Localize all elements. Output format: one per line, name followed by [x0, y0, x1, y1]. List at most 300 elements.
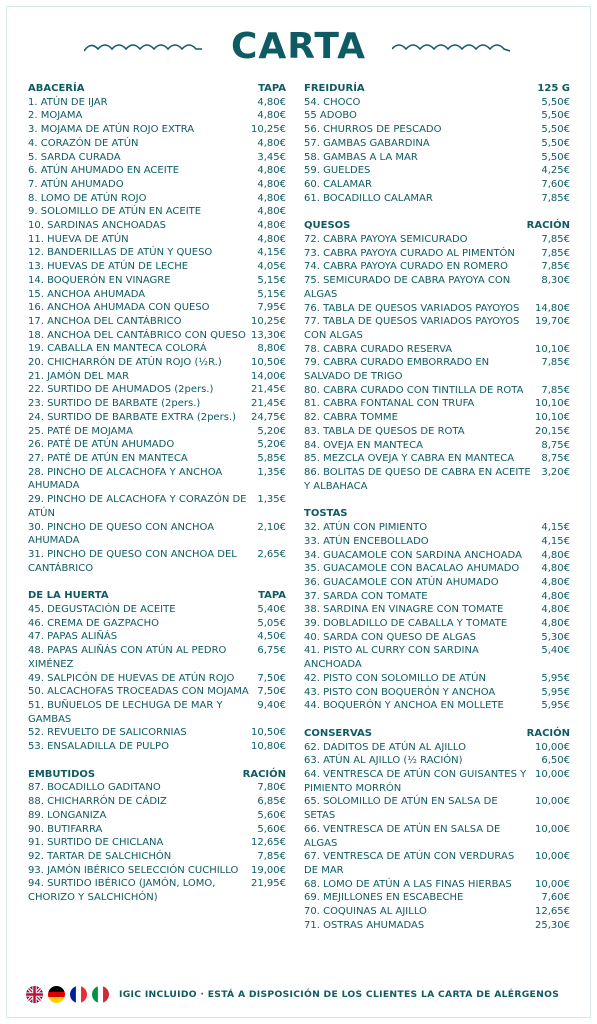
item-name: 87. BOCADILLO GADITANO [28, 782, 161, 794]
menu-item [304, 356, 570, 383]
menu-item [304, 302, 570, 316]
language-flags [26, 986, 109, 1003]
item-price: 4,80€ [257, 137, 286, 149]
menu-item [304, 823, 570, 850]
menu-header [0, 26, 597, 70]
item-name: 90. BUTIFARRA [28, 823, 103, 835]
item-name: 7. ATÚN AHUMADO [28, 178, 124, 190]
item-name: 49. SALPICÓN DE HUEVAS DE ATÚN ROJO [28, 672, 235, 684]
item-name: 15. ANCHOA AHUMADA [28, 288, 146, 300]
menu-item [304, 699, 570, 713]
item-name: 35. GUACAMOLE CON BACALAO AHUMADO [304, 563, 520, 575]
menu-item [28, 151, 286, 165]
germany-flag-icon[interactable] [48, 986, 65, 1003]
menu-item [28, 795, 286, 809]
item-price: 7,80€ [257, 782, 286, 794]
menu-item [304, 164, 570, 178]
item-name: 72. CABRA PAYOYA SEMICURADO [304, 234, 468, 246]
menu-item [304, 274, 570, 301]
item-name: 82. CABRA TOMME [304, 412, 398, 424]
item-name: 56. CHURROS DE PESCADO [304, 124, 442, 136]
item-price: 4,80€ [257, 165, 286, 177]
item-name: 9. SOLOMILLO DE ATÚN EN ACEITE [28, 206, 202, 218]
item-name: 20. CHICHARRÓN DE ATÚN ROJO (½R.) [28, 357, 222, 369]
item-price: 4,80€ [541, 549, 570, 561]
menu-item [304, 617, 570, 631]
item-price: 21,45€ [251, 398, 286, 410]
menu-item [28, 617, 286, 631]
page-title: CARTA [230, 26, 366, 67]
item-price: 10,10€ [535, 343, 570, 355]
menu-item [28, 699, 286, 726]
item-price: 6,75€ [257, 645, 286, 657]
menu-item [304, 411, 570, 425]
item-price: 10,25€ [251, 124, 286, 136]
section-header [28, 589, 286, 603]
section-unit: RACIÓN [526, 220, 570, 232]
menu-item [28, 109, 286, 123]
section-title: CONSERVAS [304, 727, 372, 739]
item-name: 32. ATÚN CON PIMIENTO [304, 522, 428, 534]
menu-item [28, 178, 286, 192]
menu-item [304, 850, 570, 877]
section-unit: TAPA [258, 590, 286, 602]
item-price: 5,40€ [257, 604, 286, 616]
menu-item [304, 151, 570, 165]
item-name: 3. MOJAMA DE ATÚN ROJO EXTRA [28, 124, 195, 136]
menu-item [28, 672, 286, 686]
france-flag-icon[interactable] [70, 986, 87, 1003]
item-name: 83. TABLA DE QUESOS DE ROTA [304, 425, 465, 437]
section-header [304, 82, 570, 96]
item-name: 37. SARDA CON TOMATE [304, 590, 428, 602]
menu-item [304, 384, 570, 398]
menu-item [28, 96, 286, 110]
item-name: 26. PATÉ DE ATÚN AHUMADO [28, 439, 175, 451]
item-name: 10. SARDINAS ANCHOADAS [28, 220, 166, 232]
item-price: 5,20€ [257, 439, 286, 451]
item-price: 1,35€ [257, 494, 286, 506]
menu-item [28, 301, 286, 315]
menu-section [28, 589, 286, 753]
item-price: 7,95€ [257, 302, 286, 314]
menu-item [28, 233, 286, 247]
menu-item [28, 809, 286, 823]
item-name: 74. CABRA PAYOYA CURADO EN ROMERO [304, 261, 509, 273]
item-name: 14. BOQUERÓN EN VINAGRE [28, 274, 171, 286]
menu-item [304, 425, 570, 439]
item-price: 4,15€ [541, 535, 570, 547]
item-name: 6. ATÚN AHUMADO EN ACEITE [28, 165, 180, 177]
item-price: 7,60€ [541, 892, 570, 904]
menu-item [304, 603, 570, 617]
item-price: 4,80€ [541, 576, 570, 588]
menu-item [28, 850, 286, 864]
section-header [304, 727, 570, 741]
menu-item [304, 96, 570, 110]
menu-item [304, 343, 570, 357]
item-price: 5,50€ [541, 96, 570, 108]
item-name: 52. REVUELTO DE SALICORNIAS [28, 727, 187, 739]
item-name: 51. BUÑUELOS DE LECHUGA DE MAR Y GAMBAS [28, 699, 223, 725]
item-price: 7,85€ [257, 850, 286, 862]
item-price: 8,30€ [541, 275, 570, 287]
menu-section [304, 727, 570, 933]
menu-item [304, 233, 570, 247]
item-name: 53. ENSALADILLA DE PULPO [28, 741, 169, 753]
menu-item [304, 192, 570, 206]
item-name: 8. LOMO DE ATÚN ROJO [28, 192, 147, 204]
item-name: 4. CORAZÓN DE ATÚN [28, 137, 139, 149]
item-name: 17. ANCHOA DEL CANTÁBRICO [28, 315, 182, 327]
item-name: 77. TABLA DE QUESOS VARIADOS PAYOYOS CON ALGAS [304, 316, 520, 341]
item-name: 58. GAMBAS A LA MAR [304, 151, 418, 163]
item-name: 89. LONGANIZA [28, 809, 107, 821]
item-price: 7,85€ [541, 247, 570, 259]
item-price: 12,65€ [535, 906, 570, 918]
item-name: 71. OSTRAS AHUMADAS [304, 919, 425, 931]
item-price: 25,30€ [535, 919, 570, 931]
section-header [28, 768, 286, 782]
section-header [304, 219, 570, 233]
section-title: EMBUTIDOS [28, 768, 96, 780]
item-name: 38. SARDINA EN VINAGRE CON TOMATE [304, 604, 504, 616]
item-price: 4,25€ [541, 165, 570, 177]
section-unit: TAPA [258, 83, 286, 94]
footer [26, 986, 571, 1002]
item-price: 8,75€ [541, 453, 570, 465]
item-price: 24,75€ [251, 411, 286, 423]
item-price: 5,30€ [541, 631, 570, 643]
wave-ornament-right-icon [392, 39, 510, 55]
menu-item [28, 630, 286, 644]
section-title: FREIDURÍA [304, 83, 365, 94]
item-price: 10,00€ [535, 823, 570, 835]
menu-item [304, 686, 570, 700]
item-price: 13,30€ [251, 329, 286, 341]
item-name: 57. GAMBAS GABARDINA [304, 137, 430, 149]
menu-item [304, 576, 570, 590]
item-name: 73. CABRA PAYOYA CURADO AL PIMENTÓN [304, 247, 515, 259]
menu-item [28, 370, 286, 384]
item-name: 11. HUEVA DE ATÚN [28, 233, 129, 245]
menu-item [28, 548, 286, 575]
section-header [304, 507, 570, 521]
item-price: 8,75€ [541, 439, 570, 451]
item-price: 7,85€ [541, 234, 570, 246]
menu-item [28, 288, 286, 302]
menu-item [304, 562, 570, 576]
menu-item [304, 590, 570, 604]
item-name: 24. SURTIDO DE BARBATE EXTRA (2pers.) [28, 411, 236, 423]
item-price: 5,40€ [541, 645, 570, 657]
item-name: 85. MEZCLA OVEJA Y CABRA EN MANTECA [304, 453, 515, 465]
item-name: 67. VENTRESCA DE ATÚN CON VERDURAS DE MAR [304, 851, 515, 876]
menu-item [304, 137, 570, 151]
item-name: 34. GUACAMOLE CON SARDINA ANCHOADA [304, 549, 522, 561]
menu-section [304, 82, 570, 205]
item-name: 40. SARDA CON QUESO DE ALGAS [304, 631, 476, 643]
item-price: 5,95€ [541, 700, 570, 712]
item-price: 5,95€ [541, 686, 570, 698]
item-price: 7,50€ [257, 672, 286, 684]
menu-section [304, 219, 570, 493]
item-price: 9,40€ [257, 699, 286, 711]
item-price: 10,10€ [535, 412, 570, 424]
menu-item [304, 549, 570, 563]
item-name: 28. PINCHO DE ALCACHOFA Y ANCHOA AHUMADA [28, 466, 223, 492]
item-price: 4,80€ [541, 563, 570, 575]
footer-note: IGIC INCLUIDO · ESTÁ A DISPOSICIÓN DE LOS CLIENTES LA CARTA DE ALÉRGENOS [119, 988, 560, 1000]
item-name: 76. TABLA DE QUESOS VARIADOS PAYOYOS [304, 302, 520, 314]
item-price: 10,25€ [251, 315, 286, 327]
item-name: 31. PINCHO DE QUESO CON ANCHOA DEL CANTÁBRICO [28, 548, 237, 574]
menu-item [304, 631, 570, 645]
item-name: 86. BOLITAS DE QUESO DE CABRA EN ACEITE Y ALBAHACA [304, 466, 531, 492]
item-name: 81. CABRA FONTANAL CON TRUFA [304, 398, 475, 410]
item-price: 5,60€ [257, 823, 286, 835]
item-name: 5. SARDA CURADA [28, 151, 121, 163]
item-name: 2. MOJAMA [28, 110, 83, 122]
menu-item [28, 438, 286, 452]
menu-section [304, 507, 570, 713]
item-price: 14,00€ [251, 370, 286, 382]
item-name: 50. ALCACHOFAS TROCEADAS CON MOJAMA [28, 686, 249, 698]
item-price: 19,70€ [535, 316, 570, 328]
item-price: 10,00€ [535, 796, 570, 808]
menu-item [28, 603, 286, 617]
item-price: 21,95€ [251, 878, 286, 890]
item-price: 4,80€ [257, 178, 286, 190]
item-name: 1. ATÚN DE IJAR [28, 96, 108, 108]
item-price: 7,85€ [541, 357, 570, 369]
item-price: 4,15€ [257, 247, 286, 259]
item-price: 4,80€ [257, 233, 286, 245]
item-price: 4,80€ [541, 604, 570, 616]
menu-item [28, 274, 286, 288]
item-price: 1,35€ [257, 466, 286, 478]
menu-item [28, 726, 286, 740]
menu-item [28, 315, 286, 329]
menu-item [304, 535, 570, 549]
item-price: 5,95€ [541, 672, 570, 684]
item-price: 10,00€ [535, 878, 570, 890]
item-price: 5,20€ [257, 425, 286, 437]
menu-item [28, 342, 286, 356]
menu-item [304, 466, 570, 493]
item-price: 8,80€ [257, 343, 286, 355]
item-name: 55 ADOBO [304, 110, 357, 122]
section-header [28, 82, 286, 96]
item-name: 64. VENTRESCA DE ATÚN CON GUISANTES Y PIMIENTO MORRÓN [304, 769, 527, 794]
menu-item [304, 741, 570, 755]
menu-column-left [28, 82, 286, 919]
item-name: 65. SOLOMILLO DE ATÚN EN SALSA DE SETAS [304, 796, 498, 822]
menu-item [304, 768, 570, 795]
item-price: 21,45€ [251, 384, 286, 396]
item-name: 88. CHICHARRÓN DE CÁDIZ [28, 796, 167, 808]
item-name: 91. SURTIDO DE CHICLANA [28, 837, 164, 849]
item-price: 6,85€ [257, 796, 286, 808]
menu-item [304, 878, 570, 892]
item-price: 4,80€ [541, 590, 570, 602]
menu-item [304, 178, 570, 192]
menu-item [28, 685, 286, 699]
item-name: 69. MEJILLONES EN ESCABECHE [304, 892, 464, 904]
menu-item [304, 109, 570, 123]
item-name: 47. PAPAS ALIÑÁS [28, 631, 118, 643]
item-price: 10,50€ [251, 727, 286, 739]
item-name: 12. BANDERILLAS DE ATÚN Y QUESO [28, 247, 213, 259]
menu-item [28, 836, 286, 850]
item-price: 5,50€ [541, 137, 570, 149]
item-name: 18. ANCHOA DEL CANTÁBRICO CON QUESO [28, 329, 246, 341]
menu-item [304, 919, 570, 933]
item-name: 66. VENTRESCA DE ATÚN EN SALSA DE ALGAS [304, 823, 501, 849]
item-price: 10,00€ [535, 741, 570, 753]
menu-item [28, 644, 286, 671]
item-name: 33. ATÚN ENCEBOLLADO [304, 535, 429, 547]
menu-column-right [304, 82, 570, 946]
menu-item [28, 260, 286, 274]
item-price: 4,80€ [541, 618, 570, 630]
item-price: 10,00€ [535, 769, 570, 781]
italy-flag-icon[interactable] [92, 986, 109, 1003]
section-title: QUESOS [304, 220, 351, 232]
item-name: 22. SURTIDO DE AHUMADOS (2pers.) [28, 384, 214, 396]
item-price: 4,05€ [257, 261, 286, 273]
menu-item [304, 644, 570, 671]
item-name: 29. PINCHO DE ALCACHOFA Y CORAZÓN DE ATÚN [28, 494, 247, 519]
item-price: 4,80€ [257, 192, 286, 204]
item-name: 44. BOQUERÓN Y ANCHOA EN MOLLETE [304, 700, 504, 712]
menu-item [304, 521, 570, 535]
item-name: 94. SURTIDO IBÉRICO (JAMÓN, LOMO, CHORIZO Y SALCHICHÓN) [28, 878, 216, 904]
section-title: ABACERÍA [28, 83, 85, 94]
menu-item [28, 356, 286, 370]
item-price: 5,50€ [541, 151, 570, 163]
menu-item [28, 397, 286, 411]
item-name: 39. DOBLADILLO DE CABALLA Y TOMATE [304, 618, 508, 630]
item-price: 10,80€ [251, 741, 286, 753]
menu-item [28, 164, 286, 178]
item-price: 2,10€ [257, 521, 286, 533]
menu-item [28, 219, 286, 233]
item-name: 19. CABALLA EN MANTECA COLORÁ [28, 343, 207, 355]
item-name: 16. ANCHOA AHUMADA CON QUESO [28, 302, 210, 314]
item-price: 4,80€ [257, 206, 286, 218]
section-unit: RACIÓN [242, 768, 286, 780]
item-price: 5,50€ [541, 110, 570, 122]
section-unit: 125 G [537, 83, 570, 94]
item-name: 45. DEGUSTACIÓN DE ACEITE [28, 604, 176, 616]
item-price: 3,20€ [541, 466, 570, 478]
item-name: 60. CALAMAR [304, 178, 372, 190]
menu-section [28, 768, 286, 905]
item-price: 5,50€ [541, 124, 570, 136]
item-price: 7,85€ [541, 384, 570, 396]
item-price: 10,00€ [535, 851, 570, 863]
item-price: 5,15€ [257, 288, 286, 300]
item-name: 46. CREMA DE GAZPACHO [28, 617, 160, 629]
menu-item [304, 672, 570, 686]
item-name: 21. JAMÓN DEL MAR [28, 370, 130, 382]
item-price: 5,15€ [257, 274, 286, 286]
item-name: 48. PAPAS ALIÑÁS CON ATÚN AL PEDRO XIMÉNEZ [28, 645, 227, 670]
section-title: DE LA HUERTA [28, 590, 109, 602]
item-price: 5,05€ [257, 617, 286, 629]
item-name: 42. PISTO CON SOLOMILLO DE ATÚN [304, 672, 486, 684]
item-name: 23. SURTIDO DE BARBATE (2pers.) [28, 398, 201, 410]
item-price: 4,50€ [257, 631, 286, 643]
menu-item [28, 493, 286, 520]
item-price: 7,85€ [541, 192, 570, 204]
menu-item [28, 781, 286, 795]
menu-item [28, 452, 286, 466]
item-price: 4,80€ [257, 110, 286, 122]
item-name: 25. PATÉ DE MOJAMA [28, 425, 133, 437]
item-name: 92. TARTAR DE SALCHICHÓN [28, 850, 172, 862]
item-name: 84. OVEJA EN MANTECA [304, 439, 423, 451]
section-unit: RACIÓN [526, 727, 570, 739]
menu-item [28, 123, 286, 137]
menu-item [28, 192, 286, 206]
item-price: 10,50€ [251, 357, 286, 369]
item-price: 2,65€ [257, 548, 286, 560]
menu-item [304, 260, 570, 274]
item-price: 19,00€ [251, 864, 286, 876]
menu-item [28, 466, 286, 493]
item-price: 4,15€ [541, 522, 570, 534]
item-name: 27. PATÉ DE ATÚN EN MANTECA [28, 452, 188, 464]
item-name: 54. CHOCO [304, 96, 361, 108]
uk-flag-icon[interactable] [26, 986, 43, 1003]
menu-item [28, 740, 286, 754]
menu-item [304, 905, 570, 919]
item-price: 7,60€ [541, 178, 570, 190]
item-price: 14,80€ [535, 302, 570, 314]
menu-item [304, 891, 570, 905]
menu-item [304, 754, 570, 768]
item-price: 4,80€ [257, 96, 286, 108]
item-price: 6,50€ [541, 755, 570, 767]
section-title: TOSTAS [304, 508, 348, 520]
item-name: 68. LOMO DE ATÚN A LAS FINAS HIERBAS [304, 878, 512, 890]
menu-item [304, 315, 570, 342]
menu-item [304, 397, 570, 411]
menu-item [28, 246, 286, 260]
item-price: 7,50€ [257, 686, 286, 698]
item-price: 20,15€ [535, 425, 570, 437]
item-price: 5,85€ [257, 452, 286, 464]
item-name: 62. DADITOS DE ATÚN AL AJILLO [304, 741, 466, 753]
menu-item [28, 383, 286, 397]
item-name: 93. JAMÓN IBÉRICO SELECCIÓN CUCHILLO [28, 864, 239, 876]
item-name: 13. HUEVAS DE ATÚN DE LECHE [28, 261, 189, 273]
item-price: 4,80€ [257, 220, 286, 232]
menu-item [28, 205, 286, 219]
item-name: 63. ATÚN AL AJILLO (½ RACIÓN) [304, 755, 463, 767]
item-name: 78. CABRA CURADO RESERVA [304, 343, 453, 355]
menu-item [28, 425, 286, 439]
menu-item [28, 823, 286, 837]
item-name: 75. SEMICURADO DE CABRA PAYOYA CON ALGAS [304, 275, 511, 300]
menu-section [28, 82, 286, 575]
menu-item [28, 329, 286, 343]
menu-item [304, 247, 570, 261]
item-name: 61. BOCADILLO CALAMAR [304, 192, 433, 204]
item-price: 7,85€ [541, 261, 570, 273]
